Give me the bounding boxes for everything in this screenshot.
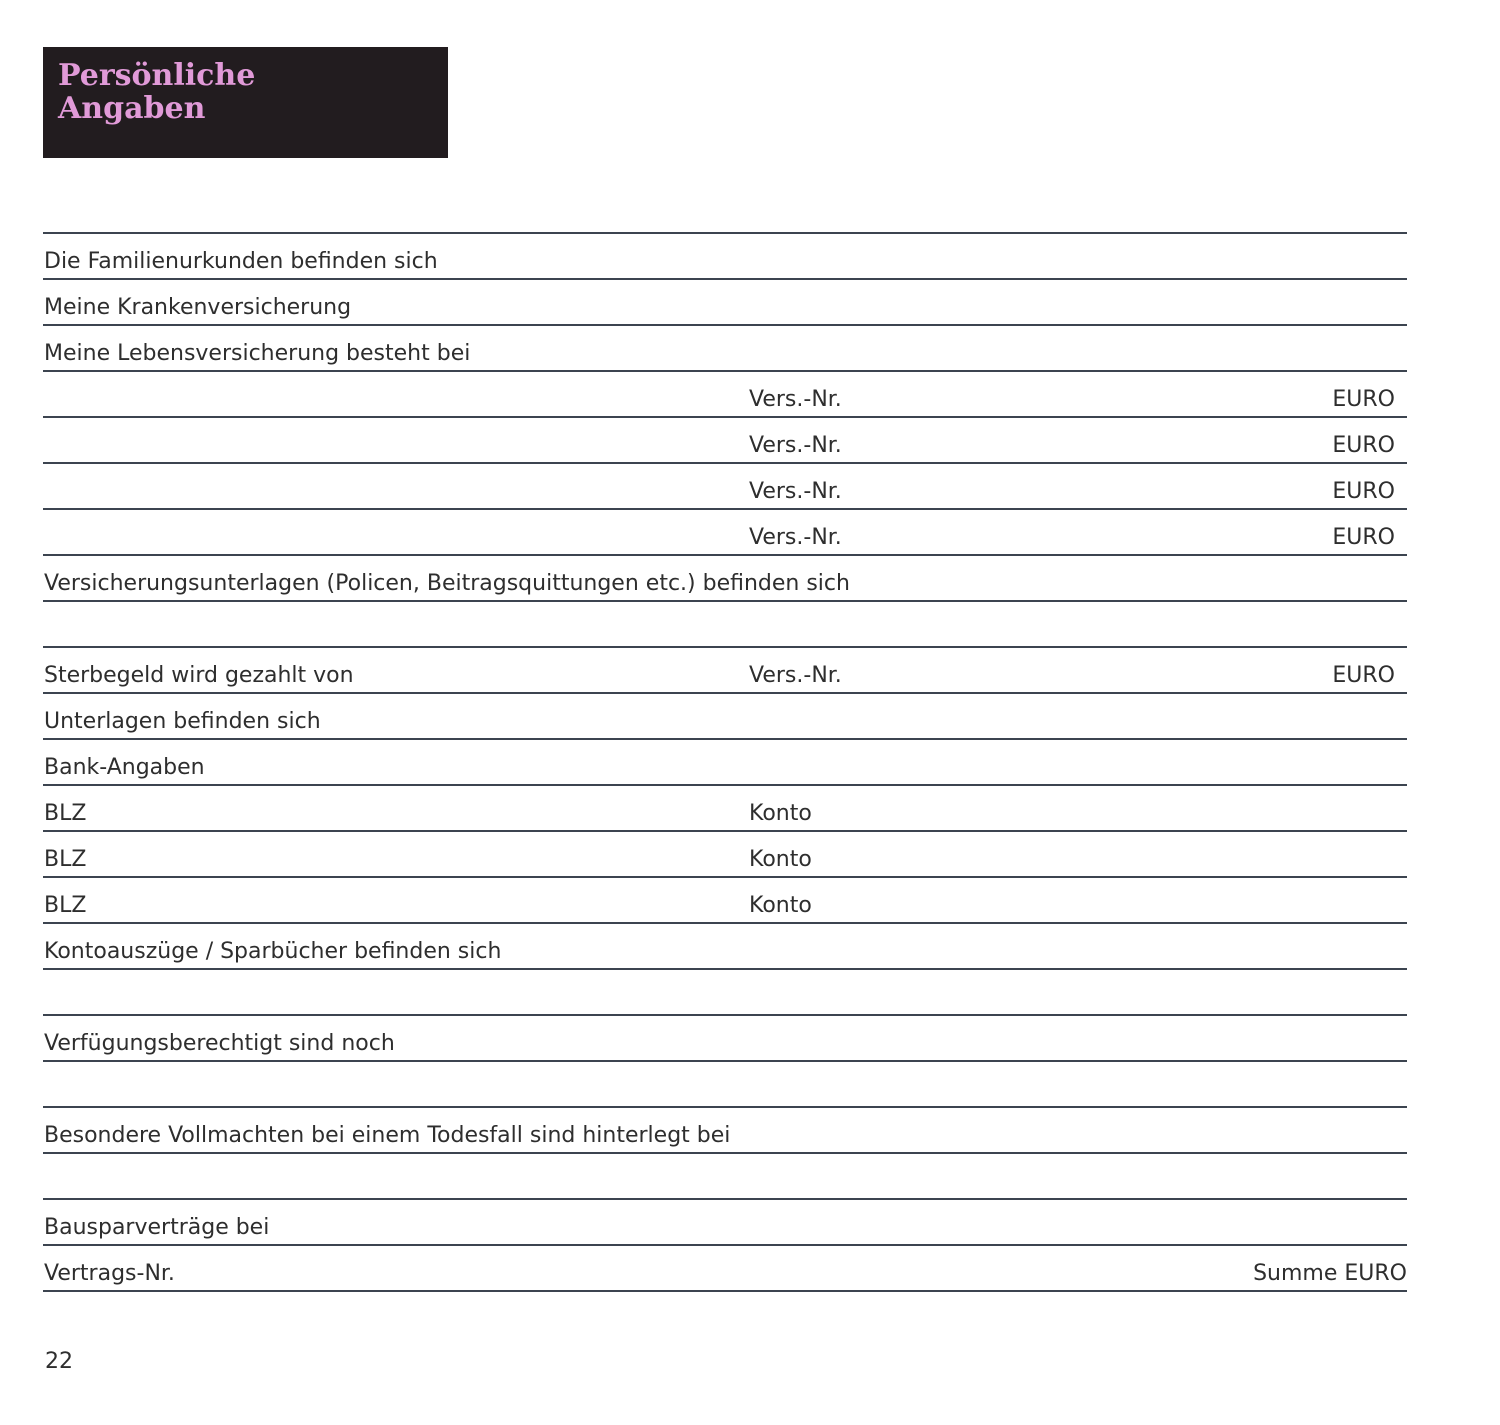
unterlagen-label: Unterlagen befinden sich [44, 709, 321, 734]
row-sterbegeld[interactable] [43, 648, 1407, 694]
row-bank-3[interactable] [43, 878, 1407, 924]
vers-nr-label: Vers.-Nr. [749, 387, 842, 412]
kontoauszuege-label: Kontoauszüge / Sparbücher befinden sich [44, 939, 502, 964]
euro-label: EURO [1332, 525, 1395, 550]
row-kontoauszuege[interactable] [43, 924, 1407, 970]
section-title: Persönliche Angaben [58, 58, 256, 126]
vertrags-nr-label: Vertrags-Nr. [44, 1261, 175, 1286]
vers-nr-label: Vers.-Nr. [749, 525, 842, 550]
vers-nr-label: Vers.-Nr. [749, 663, 842, 688]
row-bank-2[interactable] [43, 832, 1407, 878]
row-bank-1[interactable] [43, 786, 1407, 832]
konto-label: Konto [749, 801, 812, 826]
row-lebensversicherung-2[interactable] [43, 418, 1407, 464]
euro-label: EURO [1332, 663, 1395, 688]
row-vollmachten[interactable] [43, 1108, 1407, 1154]
row-lebensversicherung-4[interactable] [43, 510, 1407, 556]
bank-angaben-label: Bank-Angaben [44, 755, 205, 780]
blz-label: BLZ [44, 847, 87, 872]
krankenversicherung-label: Meine Krankenversicherung [44, 295, 352, 320]
sterbegeld-label: Sterbegeld wird gezahlt von [44, 663, 354, 688]
lebensversicherung-label: Meine Lebensversicherung besteht bei [44, 341, 471, 366]
row-unterlagen[interactable] [43, 694, 1407, 740]
row-familienurkunden[interactable] [43, 234, 1407, 280]
euro-label: EURO [1332, 479, 1395, 504]
verfuegungsberechtigt-label: Verfügungsberechtigt sind noch [44, 1031, 395, 1056]
summe-euro-label: Summe EURO [1253, 1261, 1407, 1286]
row-verfuegungsberechtigt-continued[interactable] [43, 1062, 1407, 1108]
familienurkunden-label: Die Familienurkunden befinden sich [44, 249, 438, 274]
konto-label: Konto [749, 893, 812, 918]
row-verfuegungsberechtigt[interactable] [43, 1016, 1407, 1062]
row-bank-angaben[interactable] [43, 740, 1407, 786]
row-lebensversicherung[interactable] [43, 326, 1407, 372]
vers-nr-label: Vers.-Nr. [749, 433, 842, 458]
row-versicherungsunterlagen[interactable] [43, 556, 1407, 602]
bausparvertraege-label: Bausparverträge bei [44, 1215, 270, 1240]
euro-label: EURO [1332, 433, 1395, 458]
blz-label: BLZ [44, 893, 87, 918]
vers-nr-label: Vers.-Nr. [749, 479, 842, 504]
vollmachten-label: Besondere Vollmachten bei einem Todesfall sind hinterlegt bei [44, 1123, 731, 1148]
row-lebensversicherung-1[interactable] [43, 372, 1407, 418]
euro-label: EURO [1332, 387, 1395, 412]
row-bausparvertraege[interactable] [43, 1200, 1407, 1246]
section-header [43, 47, 448, 158]
row-vollmachten-continued[interactable] [43, 1154, 1407, 1200]
konto-label: Konto [749, 847, 812, 872]
row-versicherungsunterlagen-continued[interactable] [43, 602, 1407, 648]
row-lebensversicherung-3[interactable] [43, 464, 1407, 510]
row-vertrag[interactable] [43, 1246, 1407, 1292]
personal-details-form [43, 232, 1407, 1292]
page-number: 22 [45, 1349, 73, 1374]
row-kontoauszuege-continued[interactable] [43, 970, 1407, 1016]
row-krankenversicherung[interactable] [43, 280, 1407, 326]
versicherungsunterlagen-label: Versicherungsunterlagen (Policen, Beitragsquittungen etc.) befinden sich [44, 571, 850, 596]
blz-label: BLZ [44, 801, 87, 826]
